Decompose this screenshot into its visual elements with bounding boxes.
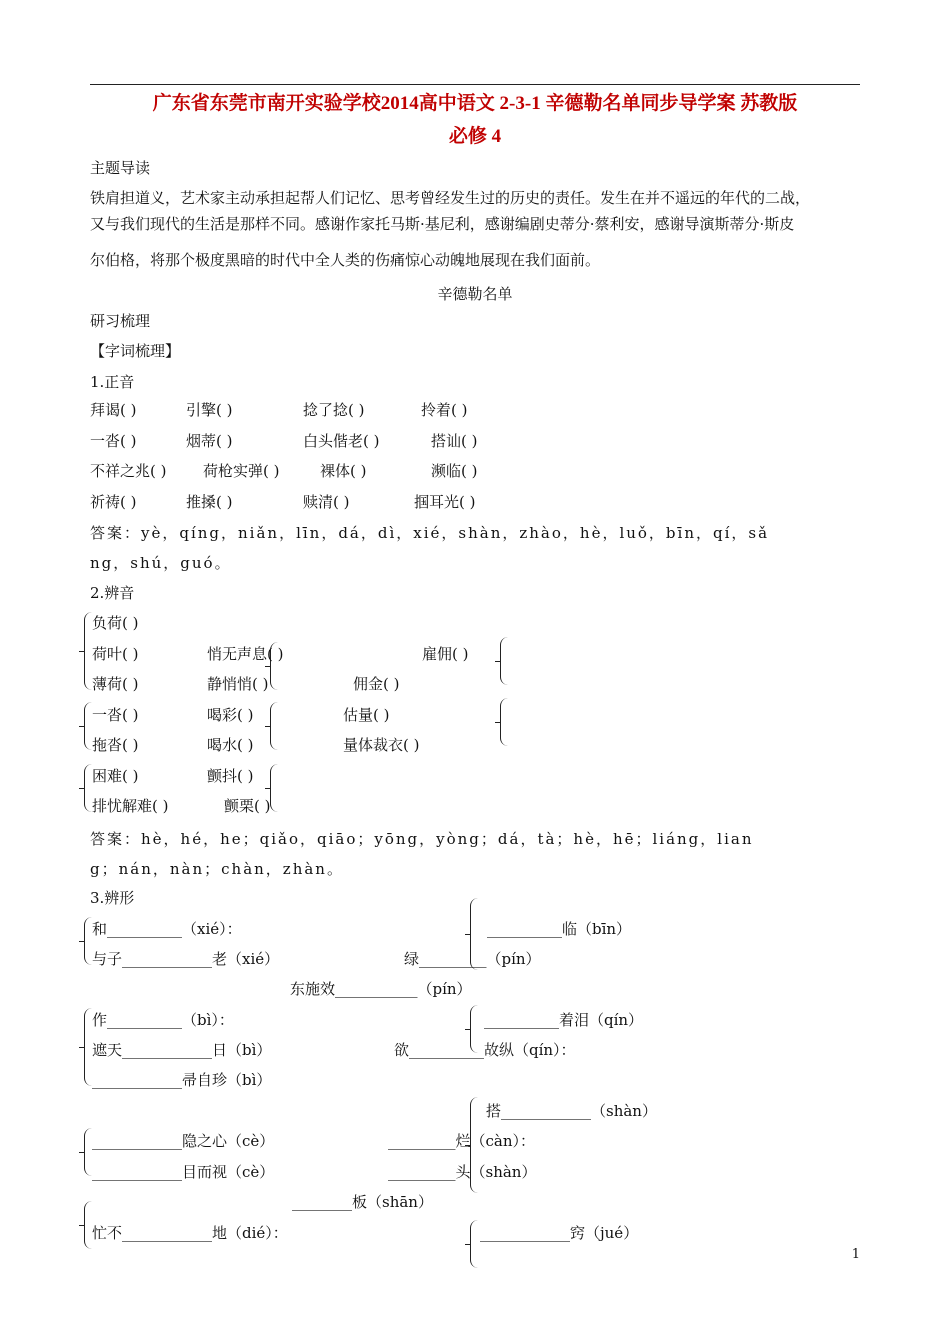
study-heading: 研习梳理 <box>90 312 151 330</box>
s3-item: 作__________（bì）： <box>92 1011 234 1029</box>
s2-item: 荷叶( ) <box>92 645 139 663</box>
s1-cell: 引擎( ) <box>186 401 233 419</box>
s1-cell: 搭讪( ) <box>431 432 478 450</box>
s3-item: 遮天____________日（bì） <box>92 1041 272 1059</box>
s2-item: 排忧解难( ) <box>92 797 169 815</box>
intro-line3: 尔伯格，将那个极度黑暗的时代中全人类的伤痛惊心动魄地展现在我们面前。 <box>90 251 601 269</box>
s1-cell: 裸体( ) <box>320 462 367 480</box>
doc-title-line1: 广东省东莞市南开实验学校2014高中语文 2-3-1 辛德勒名单同步导学案 苏教版 <box>152 93 798 114</box>
s1-cell: 荷枪实弹( ) <box>203 462 280 480</box>
section1-heading: 1.正音 <box>90 373 135 391</box>
theme-heading: 主题导读 <box>90 159 151 177</box>
doc-title-line2: 必修 4 <box>448 126 502 147</box>
s1-cell: 赎清( ) <box>303 493 350 511</box>
brace <box>270 702 281 750</box>
section2-heading: 2.辨音 <box>90 584 135 602</box>
s3-item: ____________隐之心（cè） <box>92 1132 275 1150</box>
s3-item: __________临（bīn） <box>487 920 632 938</box>
intro-line1: 铁肩担道义，艺术家主动承担起帮人们记忆、思考曾经发生过的历史的责任。发生在并不遥远的年代的二战， <box>90 189 811 207</box>
intro-line2: 又与我们现代的生活是那样不同。感谢作家托马斯·基尼利，感谢编剧史蒂分·蔡利安，感谢导演斯蒂分·斯皮 <box>90 215 795 233</box>
s3-item: ____________帚自珍（bì） <box>92 1071 272 1089</box>
page-number: 1 <box>851 1247 860 1262</box>
brace <box>270 764 281 812</box>
s3-item: _________头（shàn） <box>388 1163 537 1181</box>
s2-item: 薄荷( ) <box>92 675 139 693</box>
s3-item: _________烂（càn）： <box>388 1132 536 1150</box>
s1-cell: 捻了捻( ) <box>303 401 365 419</box>
s1-cell: 祈祷( ) <box>90 493 137 511</box>
s3-item: __________着泪（qín） <box>484 1011 644 1029</box>
s2-answer-line1: 答案：hè，hé，he；qiǎo，qiāo；yōng，yòng；dá，tà；hè，hē；liáng，lian <box>90 830 754 848</box>
s1-cell: 推搡( ) <box>186 493 233 511</box>
s2-item: 量体裁衣( ) <box>343 736 420 754</box>
s3-item: 东施效___________（pín） <box>290 980 472 998</box>
s1-cell: 白头偕老( ) <box>303 432 380 450</box>
brace <box>500 637 511 685</box>
s2-answer-line2: g；nán，nàn；chàn，zhàn。 <box>90 860 344 878</box>
lesson-title: 辛德勒名单 <box>437 285 513 303</box>
s2-item: 静悄悄( ) <box>207 675 269 693</box>
section3-heading: 3.辨形 <box>90 889 135 907</box>
s1-cell: 拎着( ) <box>421 401 468 419</box>
s2-item: 颤抖( ) <box>207 767 254 785</box>
s2-item: 拖沓( ) <box>92 736 139 754</box>
header-rule <box>90 84 860 85</box>
s1-cell: 烟蒂( ) <box>186 432 233 450</box>
s3-item: 欲__________故纵（qín）： <box>394 1041 576 1059</box>
s3-item: ____________目而视（cè） <box>92 1163 275 1181</box>
s2-item: 困难( ) <box>92 767 139 785</box>
s2-item: 佣金( ) <box>353 675 400 693</box>
s3-item: 与子____________老（xié） <box>92 950 280 968</box>
brace <box>500 698 511 746</box>
s2-item: 悄无声息( ) <box>207 645 284 663</box>
word-section-heading: 【字词梳理】 <box>90 342 181 360</box>
s3-item: 绿_________（pín） <box>404 950 541 968</box>
s2-item: 喝水( ) <box>207 736 254 754</box>
s1-cell: 拜谒( ) <box>90 401 137 419</box>
s2-item: 喝彩( ) <box>207 706 254 724</box>
s2-item: 雇佣( ) <box>422 645 469 663</box>
s3-item: 和__________（xié）： <box>92 920 242 938</box>
s3-item: 搭____________（shàn） <box>486 1102 657 1120</box>
s2-item: 一沓( ) <box>92 706 139 724</box>
s1-answer-line1: 答案：yè，qíng，niǎn，līn，dá，dì，xié，shàn，zhào，hè，luǒ，bīn，qí，sǎ <box>90 524 770 542</box>
s1-cell: 濒临( ) <box>431 462 478 480</box>
s2-item: 估量( ) <box>343 706 390 724</box>
s1-cell: 不祥之兆( ) <box>90 462 167 480</box>
s2-item: 颤栗( ) <box>224 797 271 815</box>
s1-cell: 掴耳光( ) <box>414 493 476 511</box>
s3-item: 忙不____________地（dié）： <box>92 1224 288 1242</box>
s1-answer-line2: ng，shú，guó。 <box>90 554 232 572</box>
s3-item: ____________窍（jué） <box>480 1224 639 1242</box>
s2-item: 负荷( ) <box>92 614 139 632</box>
s3-item: ________板（shān） <box>292 1193 433 1211</box>
s1-cell: 一沓( ) <box>90 432 137 450</box>
